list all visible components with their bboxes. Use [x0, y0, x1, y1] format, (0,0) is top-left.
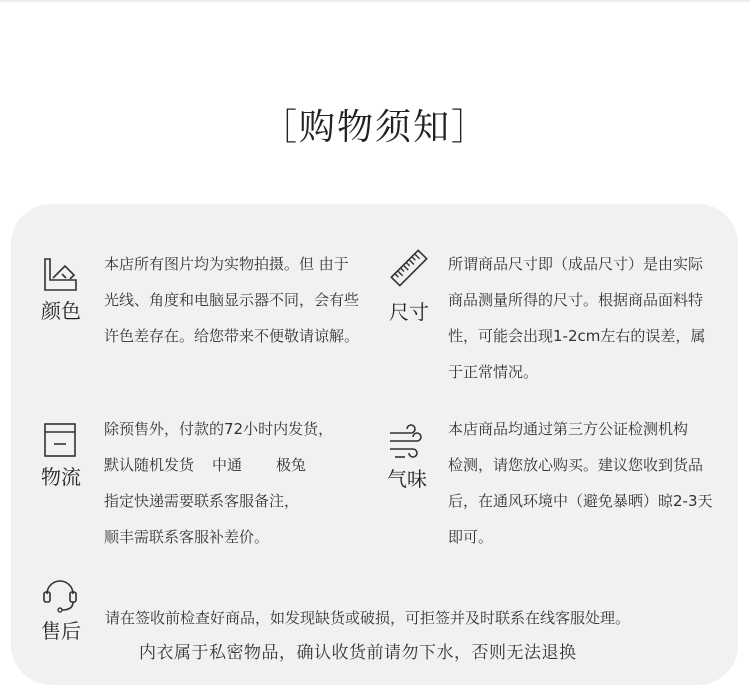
text-line: 光线、角度和电脑显示器不同，会有些 [104, 291, 360, 309]
default-shipping-text: 默认随机发货 [104, 456, 195, 474]
text-line: 于正常情况。 [448, 363, 539, 381]
text-line: 本店商品均通过第三方公证检测机构 [448, 420, 689, 438]
package-box-icon [40, 420, 80, 460]
section-text [104, 411, 333, 555]
headset-icon [40, 574, 80, 614]
section-label: 物流 [41, 465, 81, 489]
text-line: 商品测量所得的尺寸。根据商品面料特 [448, 291, 704, 309]
wind-icon [387, 423, 427, 463]
ruler-triangle-icon [40, 254, 80, 294]
text-line: 所谓商品尺寸即（成品尺寸）是由实际 [448, 255, 704, 273]
text-line: 后，在通风环境中（避免暴晒）晾2-3天 [448, 492, 713, 510]
courier-jitu: 极兔 [276, 456, 307, 474]
section-label: 气味 [387, 467, 427, 491]
ruler-icon [389, 248, 429, 288]
section-label: 尺寸 [389, 300, 429, 324]
section-label: 售后 [41, 619, 81, 643]
section-label: 颜色 [41, 299, 81, 323]
text-line: 指定快递需要联系客服备注， [104, 492, 300, 510]
text-line: 顺丰需联系客服补差价。 [104, 528, 270, 546]
text-line: 本店所有图片均为实物拍摄。但 由于 [104, 255, 349, 273]
courier-zhongtong: 中通 [212, 456, 243, 474]
section-text [105, 600, 630, 636]
page-title: ［购物须知］ [260, 107, 489, 148]
text-line: 即可。 [448, 528, 494, 546]
text-line: 许色差存在。给您带来不便敬请谅解。 [104, 327, 360, 345]
section-text [448, 411, 713, 555]
top-divider [0, 0, 750, 2]
text-line: 除预售外，付款的72小时内发货， [104, 420, 334, 438]
text-line: 检测，请您放心购买。建议您收到货品 [448, 456, 704, 474]
text-line [104, 447, 333, 483]
section-text [104, 246, 359, 354]
text-line: 性，可能会出现1-2cm左右的误差，属 [448, 327, 706, 345]
section-text [448, 246, 705, 390]
notice-text: 内衣属于私密物品，确认收货前请勿下水，否则无法退换 [139, 643, 577, 663]
text-line: 请在签收前检查好商品，如发现缺货或破损，可拒签并及时联系在线客服处理。 [105, 609, 631, 627]
